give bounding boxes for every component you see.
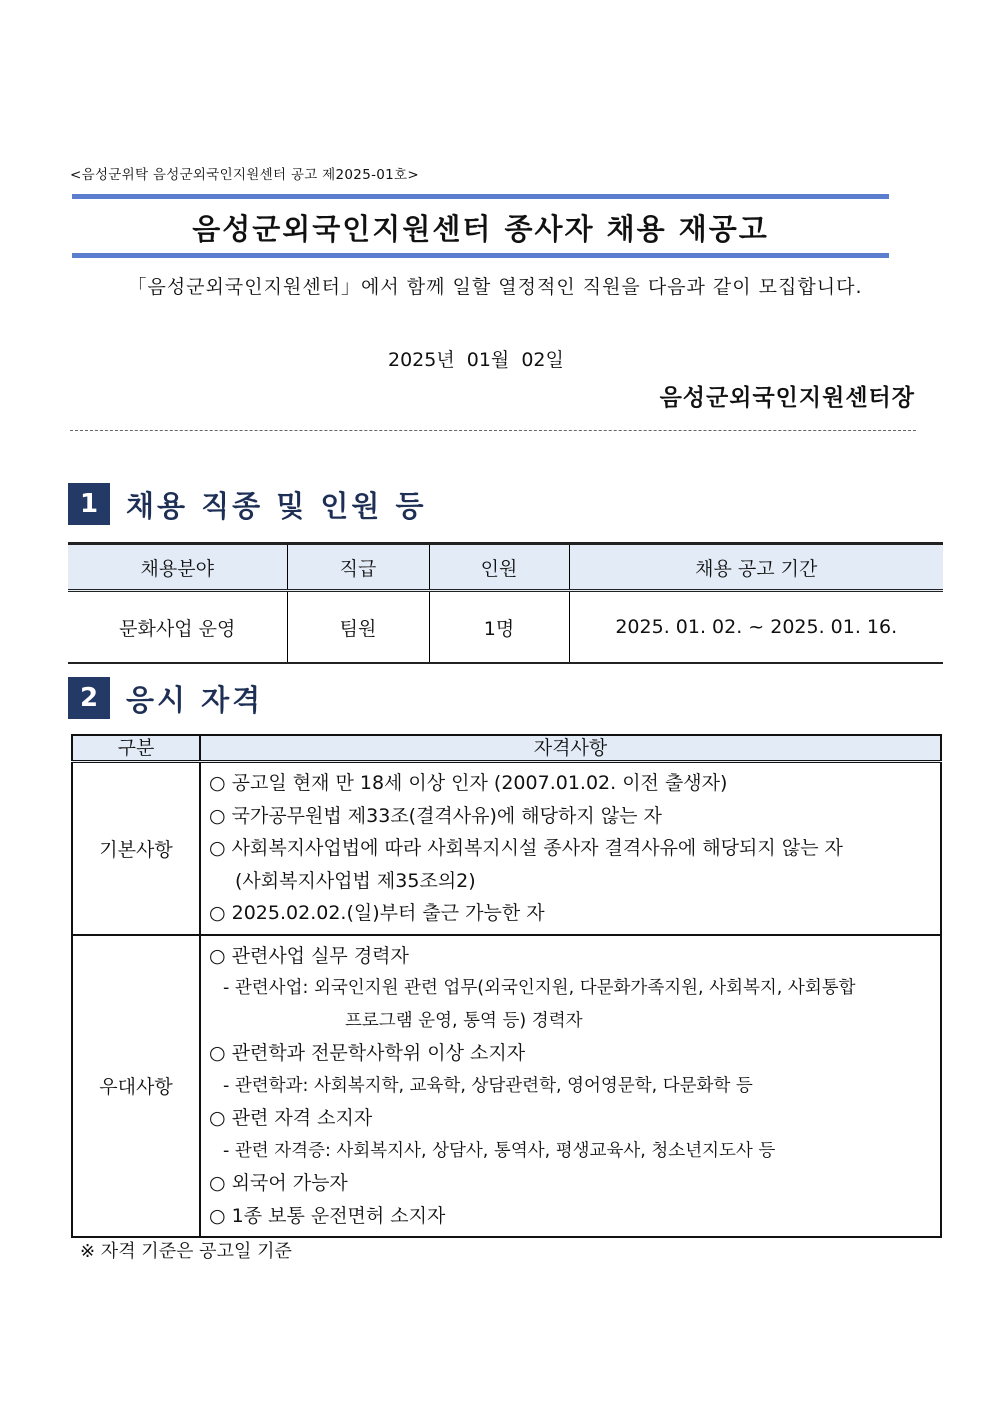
list-item-continuation: 프로그램 운영, 통역 등) 경력자: [345, 1010, 583, 1031]
section-2-title: 응시 자격: [126, 683, 264, 717]
table-header-row: [68, 544, 943, 591]
table-row: [68, 591, 943, 664]
header-headcount: 인원: [429, 544, 569, 591]
notice-date: 2025년 01월 02일: [388, 349, 564, 371]
category-basic: 기본사항: [72, 762, 200, 935]
list-subitem: - 관련학과: 사회복지학, 교육학, 상담관련학, 영어영문학, 다문화학 등: [223, 1075, 753, 1096]
section-1-title: 채용 직종 및 인원 등: [126, 489, 427, 523]
header-period: 채용 공고 기간: [569, 544, 943, 591]
list-item: ○ 관련학과 전문학사학위 이상 소지자: [209, 1042, 526, 1064]
list-item: ○ 1종 보통 운전면허 소지자: [209, 1204, 446, 1227]
footnote: ※ 자격 기준은 공고일 기준: [80, 1241, 292, 1262]
list-item: ○ 국가공무원법 제33조(결격사유)에 해당하지 않는 자: [209, 804, 662, 827]
document-title: 음성군외국인지원센터 종사자 채용 재공고: [192, 212, 769, 246]
basic-items: [200, 762, 941, 935]
qualification-table: [71, 734, 942, 1238]
list-item: ○ 관련 자격 소지자: [209, 1107, 373, 1129]
header-qualification: 자격사항: [200, 735, 941, 762]
preferred-items: [200, 935, 941, 1238]
title-rule-top: [72, 194, 889, 199]
list-subitem: - 관련사업: 외국인지원 관련 업무(외국인지원, 다문화가족지원, 사회복지, 사회통합: [223, 978, 856, 998]
recruitment-table: [68, 542, 943, 664]
header-rank: 직급: [287, 544, 429, 591]
header-field: 채용분야: [68, 544, 287, 591]
list-item: ○ 공고일 현재 만 18세 이상 인자 (2007.01.02. 이전 출생자): [209, 772, 728, 794]
list-item: ○ 외국어 가능자: [209, 1172, 348, 1194]
cell-period: 2025. 01. 02. ~ 2025. 01. 16.: [569, 591, 943, 664]
notice-number: <음성군위탁 음성군외국인지원센터 공고 제2025-01호>: [70, 167, 419, 183]
list-item: ○ 관련사업 실무 경력자: [209, 944, 409, 967]
section-2-number: 2: [68, 677, 110, 719]
dashed-divider: [70, 430, 916, 431]
list-item: ○ 사회복지사업법에 따라 사회복지시설 종사자 결격사유에 해당되지 않는 자: [209, 837, 843, 859]
intro-text: 「음성군외국인지원센터」에서 함께 일할 열정적인 직원을 다음과 같이 모집합니다.: [127, 276, 863, 298]
list-item: ○ 2025.02.02.(일)부터 출근 가능한 자: [209, 902, 545, 924]
list-item-continuation: (사회복지사업법 제35조의2): [235, 869, 476, 892]
issuer-name: 음성군외국인지원센터장: [659, 385, 915, 411]
cell-field: 문화사업 운영: [68, 591, 287, 664]
section-1-number: 1: [68, 483, 110, 525]
table-row-basic: [72, 762, 941, 935]
category-preferred: 우대사항: [72, 935, 200, 1238]
list-subitem: - 관련 자격증: 사회복지사, 상담사, 통역사, 평생교육사, 청소년지도사 등: [223, 1140, 776, 1161]
cell-headcount: 1명: [429, 591, 569, 664]
cell-rank: 팀원: [287, 591, 429, 664]
table-header-row: [72, 735, 941, 762]
header-category: 구분: [72, 735, 200, 762]
title-rule-bottom: [72, 253, 889, 258]
table-row-preferred: [72, 935, 941, 1238]
